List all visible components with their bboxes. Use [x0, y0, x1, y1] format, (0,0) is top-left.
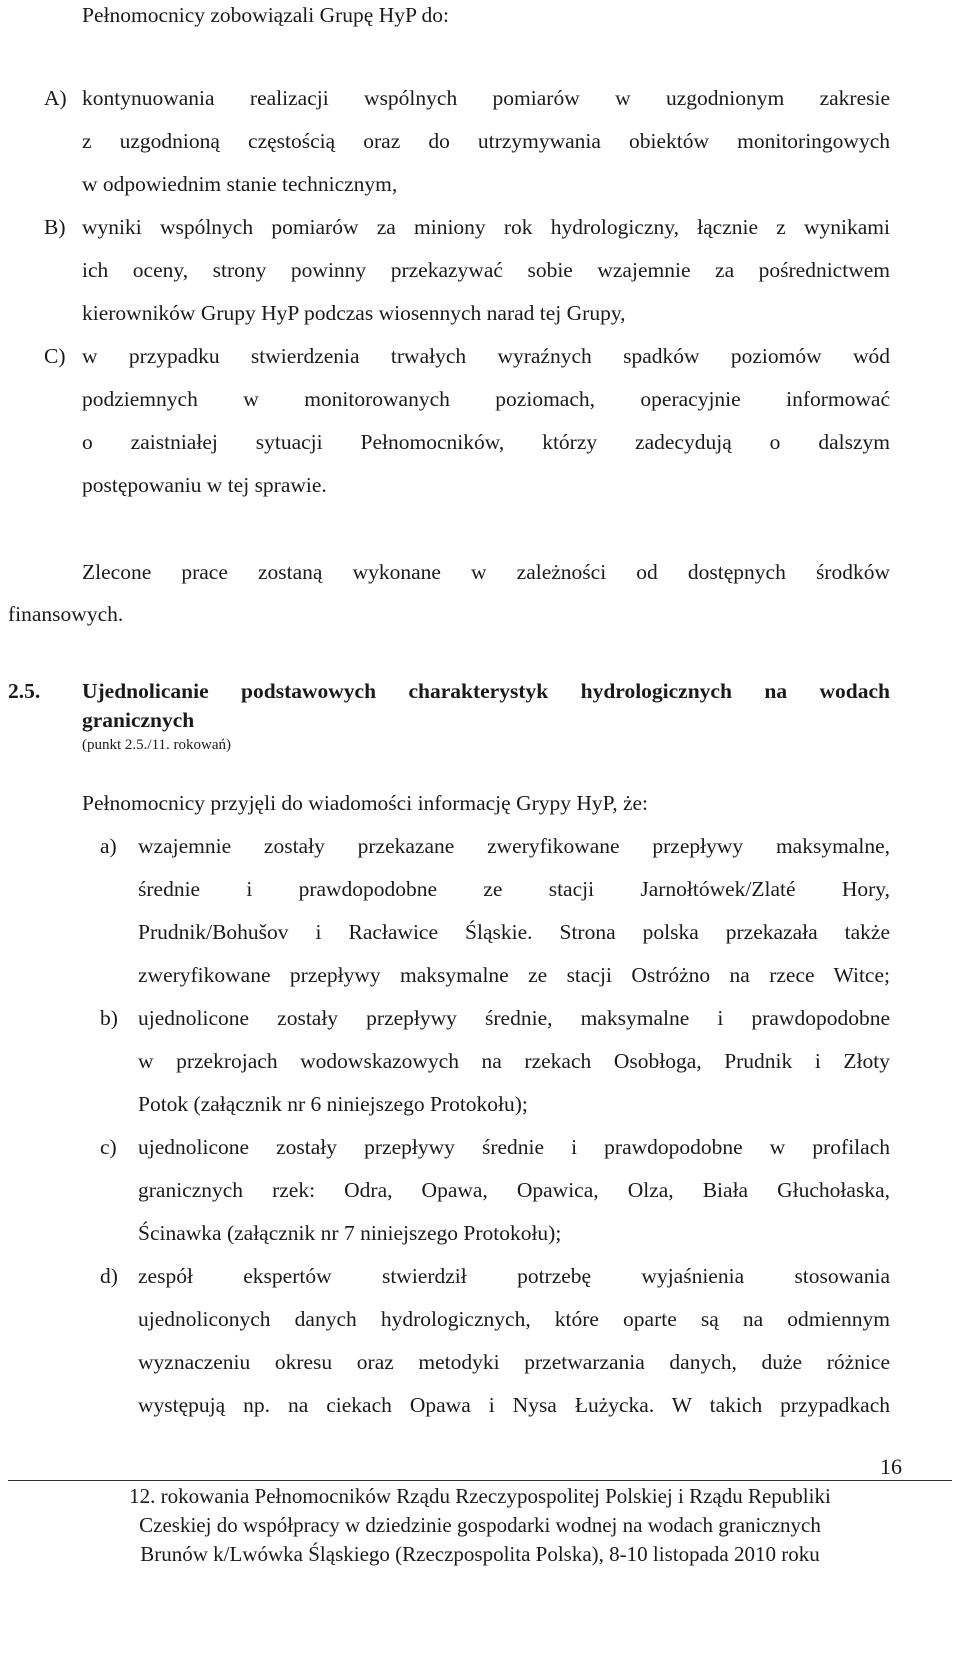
list-item-line: postępowaniu w tej sprawie. — [82, 473, 327, 497]
funding-paragraph: Zlecone prace zostaną wykonane w zależności od dostępnych środków — [82, 560, 890, 584]
section-number: 2.5. — [8, 679, 41, 703]
intro2-paragraph: Pełnomocnicy przyjęli do wiadomości informację Grypy HyP, że: — [82, 791, 649, 815]
list-item-line: o zaistniałej sytuacji Pełnomocników, którzy zadecydują o dalszym — [82, 430, 890, 454]
footer-line: Czeskiej do współpracy w dziedzinie gospodarki wodnej na wodach granicznych — [139, 1513, 821, 1537]
footer-divider — [8, 1480, 952, 1481]
list-item-line: Potok (załącznik nr 6 niniejszego Protokołu); — [138, 1092, 528, 1116]
list-item-label: B) — [44, 215, 66, 239]
list-item-line: zespół ekspertów stwierdził potrzebę wyjaśnienia stosowania — [138, 1264, 890, 1288]
list-item-line: Prudnik/Bohušov i Racławice Śląskie. Strona polska przekazała także — [138, 920, 890, 944]
list-item-line: zweryfikowane przepływy maksymalne ze stacji Ostróżno na rzece Witce; — [138, 963, 890, 987]
list-item-line: wzajemnie zostały przekazane zweryfikowane przepływy maksymalne, — [138, 834, 890, 858]
list-item-line: z uzgodnioną częstością oraz do utrzymywania obiektów monitoringowych — [82, 129, 890, 153]
list-item-line: podziemnych w monitorowanych poziomach, operacyjnie informować — [82, 387, 890, 411]
list-item-line: wyznaczeniu okresu oraz metodyki przetwarzania danych, duże różnice — [138, 1350, 890, 1374]
list-item-line: kierowników Grupy HyP podczas wiosennych narad tej Grupy, — [82, 301, 626, 325]
section-title-cont: granicznych — [82, 708, 195, 732]
funding-paragraph-end: finansowych. — [8, 602, 124, 626]
list-item-line: ujednoliconych danych hydrologicznych, które oparte są na odmiennym — [138, 1307, 890, 1331]
list-item-line: średnie i prawdopodobne ze stacji Jarnołtówek/Zlaté Hory, — [138, 877, 890, 901]
section-reference: (punkt 2.5./11. rokowań) — [82, 737, 232, 753]
footer-line: 12. rokowania Pełnomocników Rządu Rzeczypospolitej Polskiej i Rządu Republiki — [129, 1484, 831, 1508]
list-item-line: ujednolicone zostały przepływy średnie i prawdopodobne w profilach — [138, 1135, 890, 1159]
list-item-label: a) — [100, 834, 117, 858]
list-item-line: wyniki wspólnych pomiarów za miniony rok hydrologiczny, łącznie z wynikami — [82, 215, 890, 239]
list-item-line: Ścinawka (załącznik nr 7 niniejszego Protokołu); — [138, 1221, 562, 1245]
list-item-line: ich oceny, strony powinny przekazywać sobie wzajemnie za pośrednictwem — [82, 258, 890, 282]
list-item-line: w odpowiednim stanie technicznym, — [82, 172, 398, 196]
section-title: Ujednolicanie podstawowych charakterystyk hydrologicznych na wodach — [82, 679, 890, 703]
list-item-line: w przypadku stwierdzenia trwałych wyraźnych spadków poziomów wód — [82, 344, 890, 368]
list-item-label: C) — [44, 344, 66, 368]
list-item-line: granicznych rzek: Odra, Opawa, Opawica, Olza, Biała Głuchołaska, — [138, 1178, 890, 1202]
list-item-line: w przekrojach wodowskazowych na rzekach Osobłoga, Prudnik i Złoty — [138, 1049, 890, 1073]
list-item-label: d) — [100, 1264, 118, 1288]
page-number: 16 — [880, 1454, 902, 1479]
list-item-label: b) — [100, 1006, 118, 1030]
list-item-line: kontynuowania realizacji wspólnych pomiarów w uzgodnionym zakresie — [82, 86, 890, 110]
list-item-label: c) — [100, 1135, 117, 1159]
list-item-label: A) — [44, 86, 67, 110]
footer-line: Brunów k/Lwówka Śląskiego (Rzeczpospolita Polska), 8-10 listopada 2010 roku — [140, 1542, 820, 1566]
list-item-line: występują np. na ciekach Opawa i Nysa Łużycka. W takich przypadkach — [138, 1393, 890, 1417]
intro-paragraph: Pełnomocnicy zobowiązali Grupę HyP do: — [82, 3, 450, 27]
list-item-line: ujednolicone zostały przepływy średnie, maksymalne i prawdopodobne — [138, 1006, 890, 1030]
